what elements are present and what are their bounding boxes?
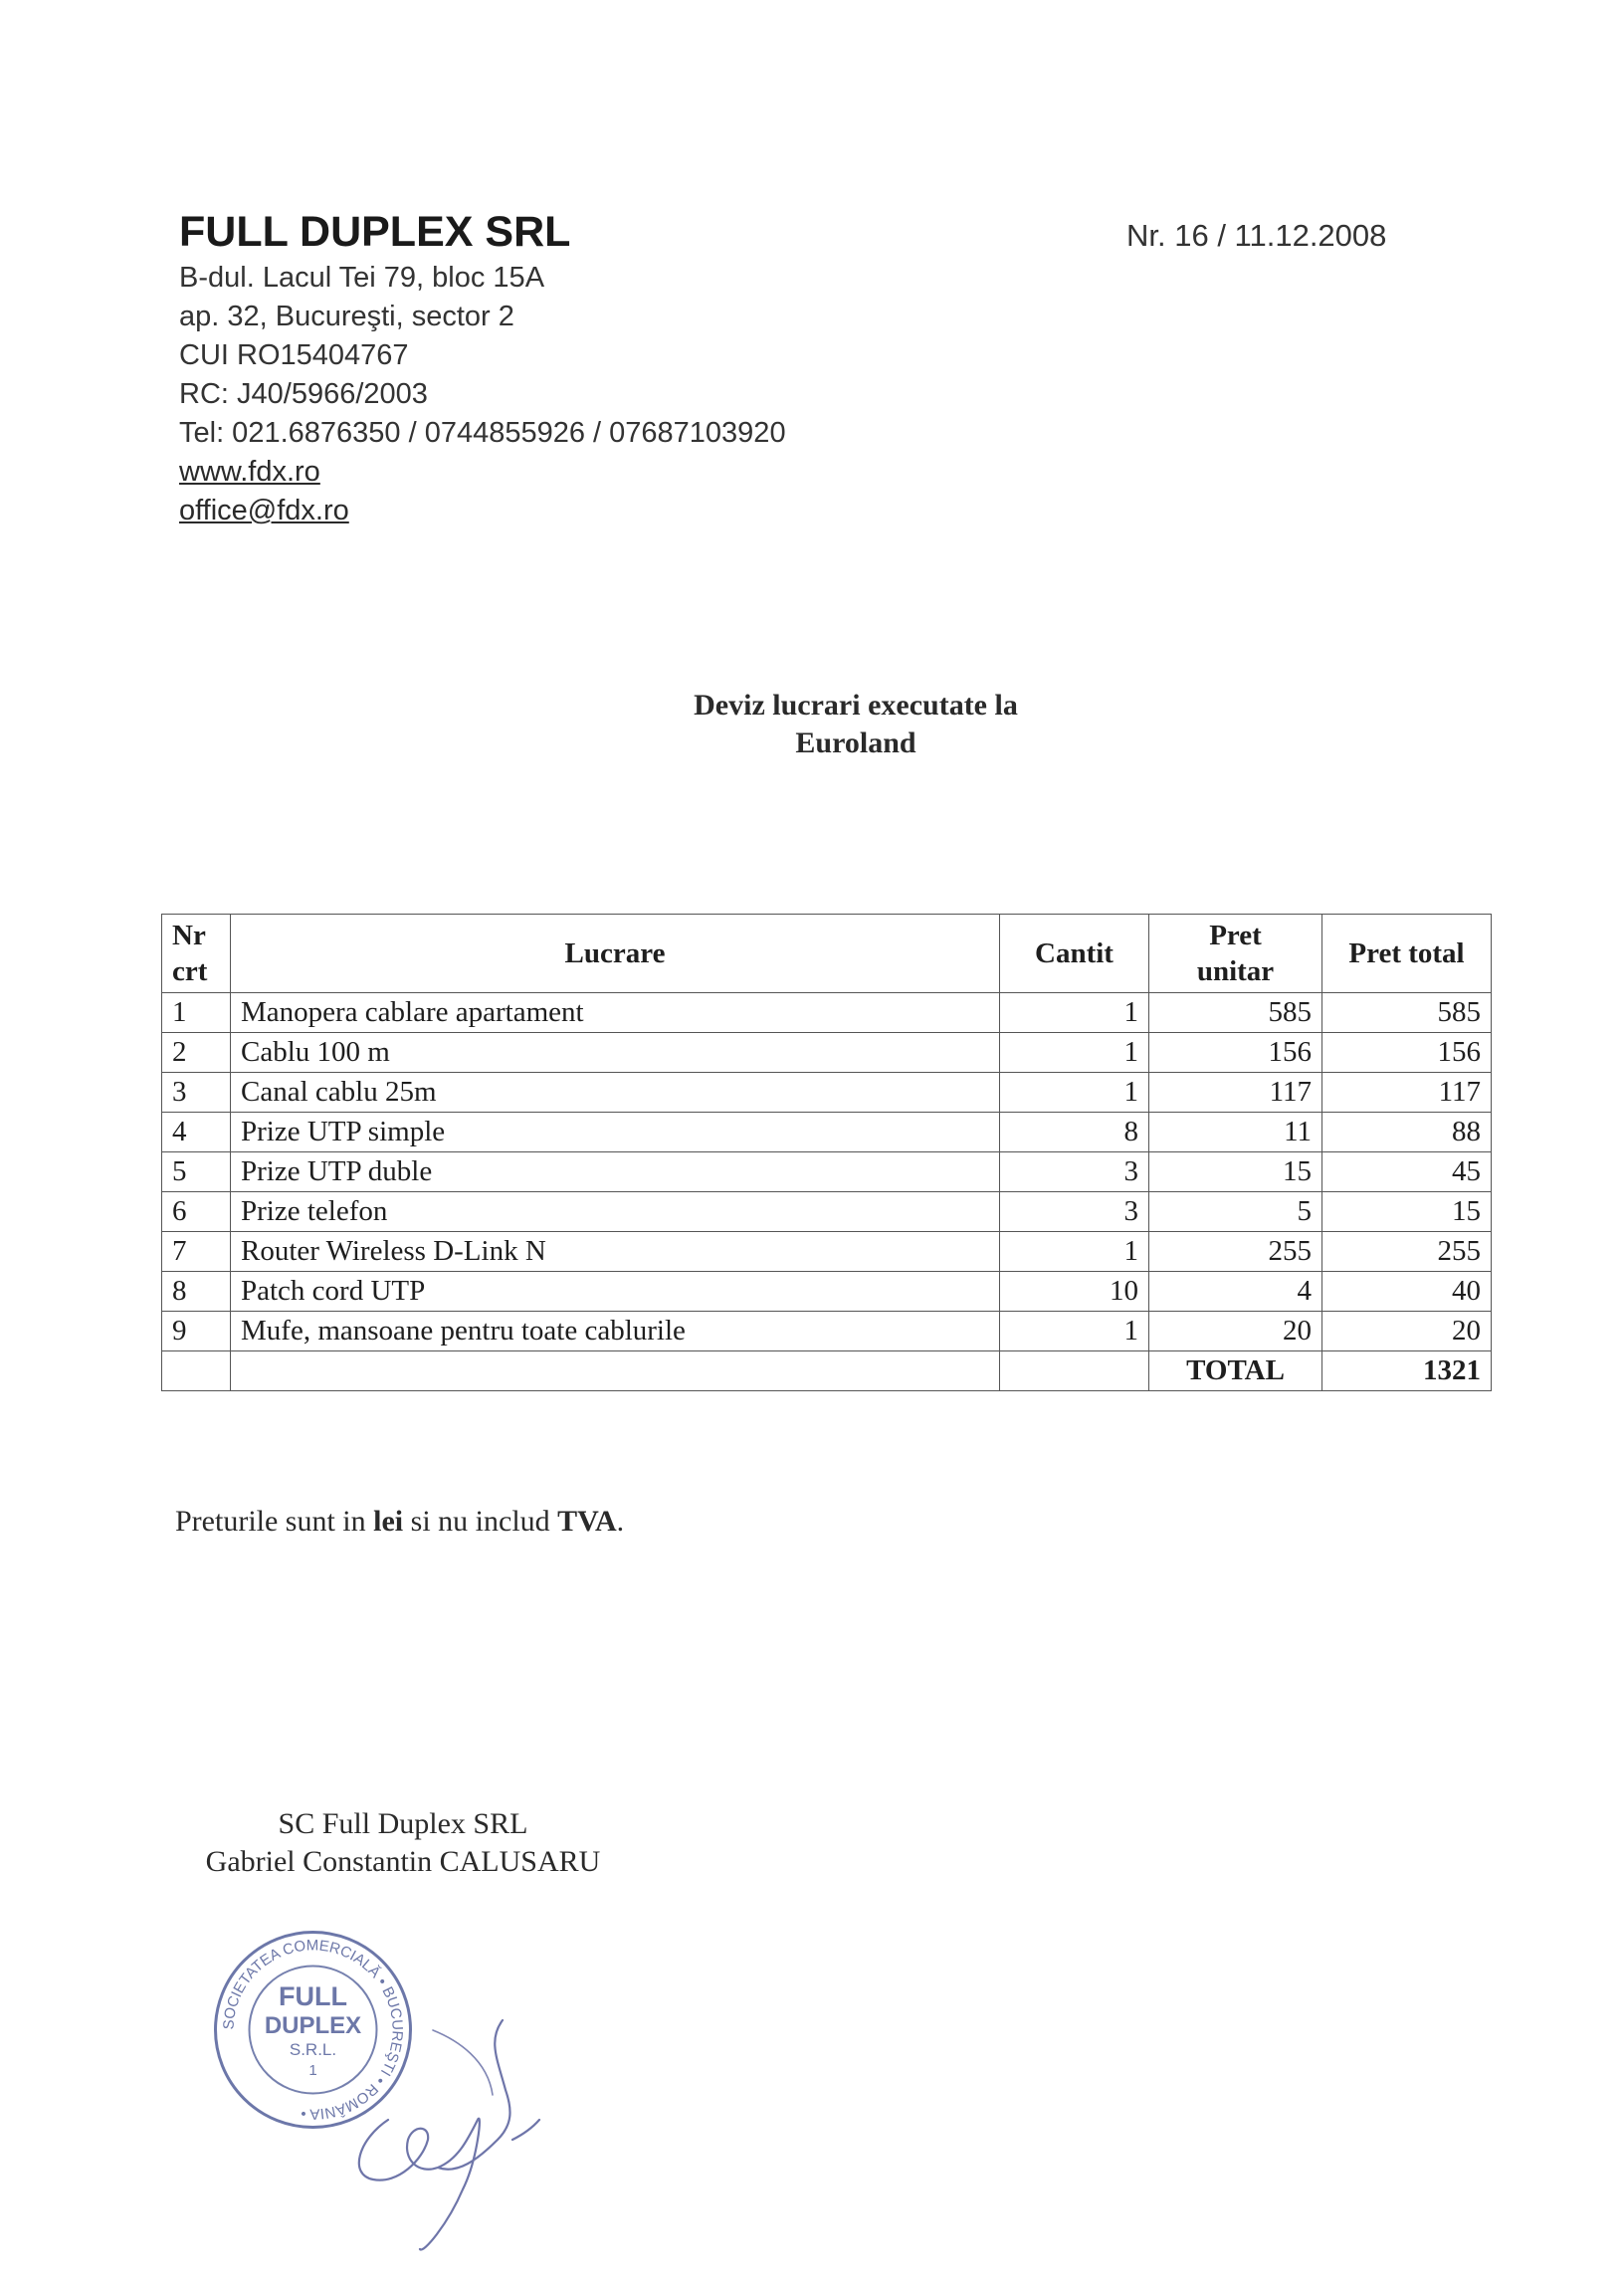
line-total: 20 — [1322, 1312, 1492, 1351]
unit-price: 15 — [1149, 1152, 1322, 1192]
note-text: si nu includ — [403, 1505, 558, 1538]
line-total: 585 — [1322, 993, 1492, 1033]
header-nr: Nr crt — [162, 915, 231, 993]
unit-price: 585 — [1149, 993, 1322, 1033]
stamp-line1: FULL — [279, 1981, 347, 2011]
quantity: 1 — [1000, 1033, 1149, 1073]
note-text: Preturile sunt in — [175, 1505, 374, 1538]
quantity: 1 — [1000, 1312, 1149, 1351]
vat-note — [175, 1505, 624, 1539]
signer-block — [179, 1805, 627, 1881]
stamp-line3: S.R.L. — [289, 2040, 337, 2059]
line-total: 117 — [1322, 1073, 1492, 1113]
phone-numbers: Tel: 021.6876350 / 0744855926 / 07687103920 — [179, 417, 786, 449]
company-name: FULL DUPLEX SRL — [179, 208, 571, 256]
table-row — [162, 1073, 1492, 1113]
table-row — [162, 1232, 1492, 1272]
work-description: Cablu 100 m — [231, 1033, 1000, 1073]
work-description: Canal cablu 25m — [231, 1073, 1000, 1113]
document-title — [517, 687, 1194, 762]
table-header-row — [162, 915, 1492, 993]
work-description: Prize UTP duble — [231, 1152, 1000, 1192]
work-description: Manopera cablare apartament — [231, 993, 1000, 1033]
row-number: 4 — [162, 1113, 231, 1152]
work-description: Mufe, mansoane pentru toate cablurile — [231, 1312, 1000, 1351]
table-row — [162, 993, 1492, 1033]
row-number: 1 — [162, 993, 231, 1033]
row-number: 2 — [162, 1033, 231, 1073]
signer-company: SC Full Duplex SRL — [278, 1807, 528, 1840]
row-number: 5 — [162, 1152, 231, 1192]
header-total-price: Pret total — [1322, 915, 1492, 993]
table-row — [162, 1033, 1492, 1073]
quantity: 3 — [1000, 1192, 1149, 1232]
total-row — [162, 1351, 1492, 1391]
address-line: ap. 32, Bucureşti, sector 2 — [179, 301, 514, 332]
total-value: 1321 — [1322, 1351, 1492, 1391]
tax-id: CUI RO15404767 — [179, 339, 409, 371]
stamp-line2: DUPLEX — [264, 2012, 362, 2039]
estimate-table — [161, 914, 1492, 1391]
note-text: . — [616, 1505, 625, 1538]
note-currency: lei — [373, 1505, 404, 1538]
work-description: Patch cord UTP — [231, 1272, 1000, 1312]
quantity: 1 — [1000, 1232, 1149, 1272]
row-number: 9 — [162, 1312, 231, 1351]
title-line: Deviz lucrari executate la — [694, 689, 1018, 722]
signer-name: Gabriel Constantin CALUSARU — [205, 1845, 601, 1878]
quantity: 3 — [1000, 1152, 1149, 1192]
stamp-line4: 1 — [308, 2062, 317, 2079]
unit-price: 117 — [1149, 1073, 1322, 1113]
table-row — [162, 1312, 1492, 1351]
unit-price: 5 — [1149, 1192, 1322, 1232]
quantity: 8 — [1000, 1113, 1149, 1152]
row-number: 6 — [162, 1192, 231, 1232]
unit-price: 156 — [1149, 1033, 1322, 1073]
empty-cell — [162, 1351, 231, 1391]
unit-price: 11 — [1149, 1113, 1322, 1152]
empty-cell — [231, 1351, 1000, 1391]
table-row — [162, 1192, 1492, 1232]
signature-flourish — [433, 2030, 493, 2095]
quantity: 10 — [1000, 1272, 1149, 1312]
line-total: 45 — [1322, 1152, 1492, 1192]
header-work: Lucrare — [231, 915, 1000, 993]
header-quantity: Cantit — [1000, 915, 1149, 993]
title-location: Euroland — [795, 726, 916, 759]
email-link[interactable]: office@fdx.ro — [179, 495, 349, 526]
quantity: 1 — [1000, 1073, 1149, 1113]
unit-price: 255 — [1149, 1232, 1322, 1272]
row-number: 8 — [162, 1272, 231, 1312]
empty-cell — [1000, 1351, 1149, 1391]
work-description: Prize UTP simple — [231, 1113, 1000, 1152]
website-link[interactable]: www.fdx.ro — [179, 456, 320, 488]
line-total: 15 — [1322, 1192, 1492, 1232]
total-label: TOTAL — [1149, 1351, 1322, 1391]
line-total: 255 — [1322, 1232, 1492, 1272]
row-number: 3 — [162, 1073, 231, 1113]
line-total: 88 — [1322, 1113, 1492, 1152]
handwritten-signature — [328, 2000, 547, 2259]
signature-stroke — [359, 2020, 539, 2250]
table-row — [162, 1113, 1492, 1152]
note-vat: TVA — [557, 1505, 617, 1538]
quantity: 1 — [1000, 993, 1149, 1033]
registration-number: RC: J40/5966/2003 — [179, 378, 428, 410]
header-unit-price: Pret unitar — [1149, 915, 1322, 993]
line-total: 156 — [1322, 1033, 1492, 1073]
stamp-ring-text: SOCIETATEA COMERCIALĂ • BUCUREŞTI • ROMÂNIA • — [220, 1937, 406, 2123]
row-number: 7 — [162, 1232, 231, 1272]
unit-price: 4 — [1149, 1272, 1322, 1312]
address-line: B-dul. Lacul Tei 79, bloc 15A — [179, 262, 545, 294]
line-total: 40 — [1322, 1272, 1492, 1312]
document-number: Nr. 16 / 11.12.2008 — [1126, 218, 1387, 253]
work-description: Prize telefon — [231, 1192, 1000, 1232]
work-description: Router Wireless D-Link N — [231, 1232, 1000, 1272]
table-row — [162, 1152, 1492, 1192]
table-row — [162, 1272, 1492, 1312]
unit-price: 20 — [1149, 1312, 1322, 1351]
company-header — [179, 205, 786, 530]
